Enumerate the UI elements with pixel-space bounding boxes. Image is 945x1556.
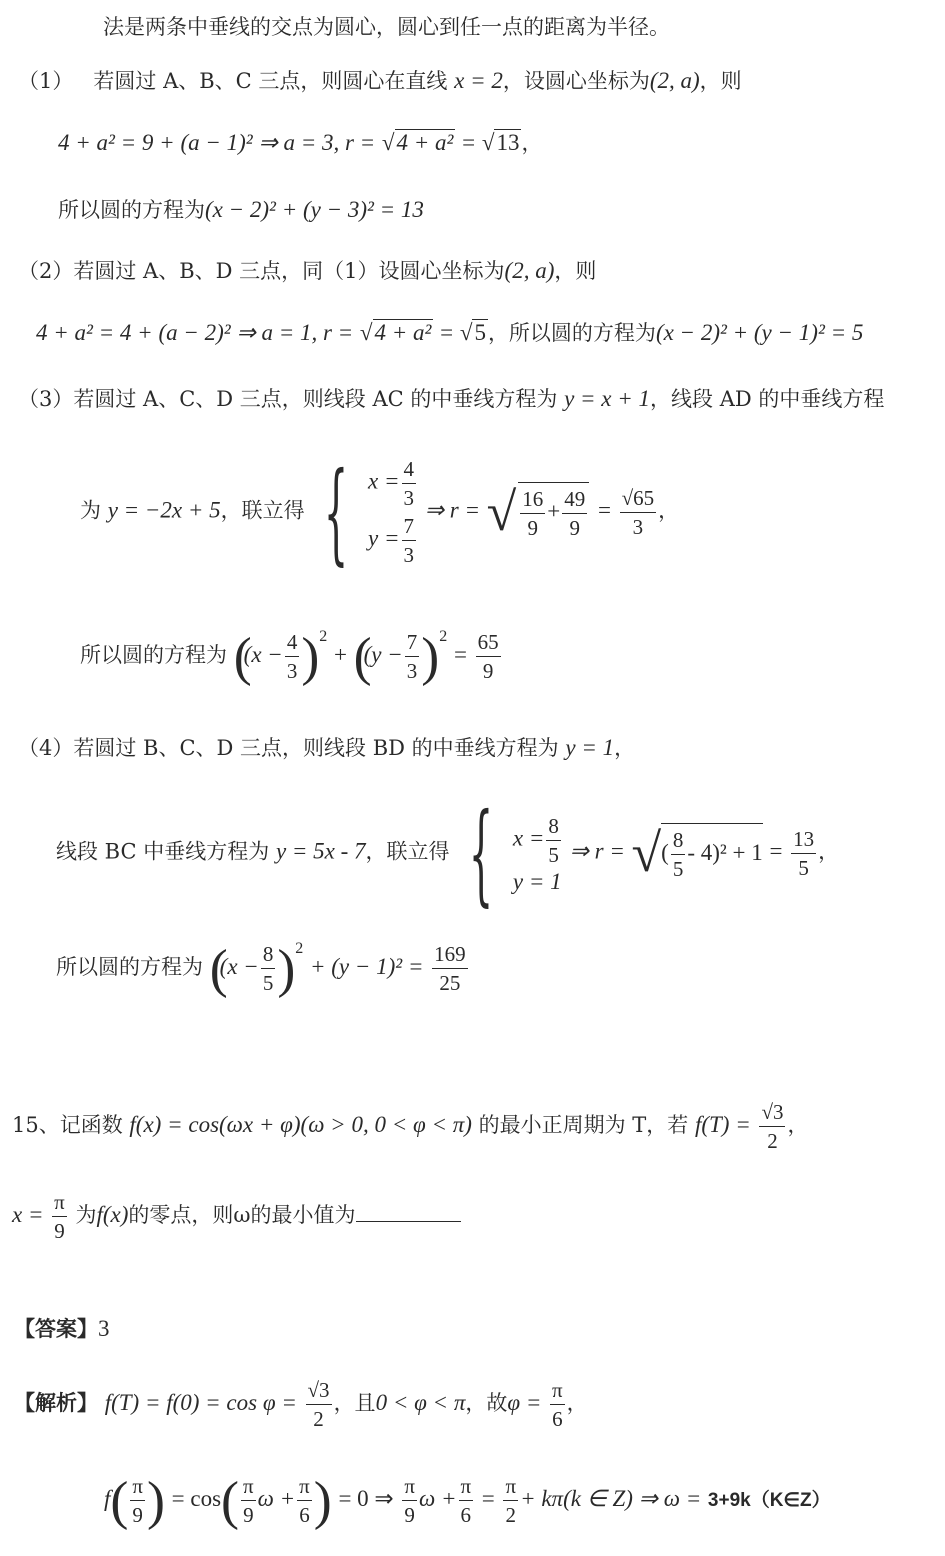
answer-value: 3	[98, 1316, 110, 1341]
analysis-text2: ，故	[465, 1391, 508, 1415]
part3-system	[80, 448, 680, 576]
part2-header	[18, 256, 596, 286]
q15-comma: ，	[787, 1113, 809, 1137]
part4-sqrt-icon: √	[631, 823, 662, 883]
analysis-final: 3+9k（K∈Z）	[707, 1490, 831, 1511]
part1-number: （1）	[18, 69, 74, 93]
q15-answer-blank[interactable]	[356, 1199, 461, 1222]
part2-sqrt1: √4 + a²	[359, 320, 432, 345]
part1-eq-sign: =	[462, 130, 476, 155]
part4-result: 所以圆的方程为 ((x − $\frac{8}{5}$ )$^2$ + (y − 1)² = $\frac{169}{25}$	[56, 938, 466, 999]
answer-line	[14, 1314, 110, 1344]
part2-equation	[36, 318, 863, 348]
part3-implies: ⇒ r =	[424, 497, 480, 523]
analysis-comma: ，	[566, 1391, 588, 1415]
q15-text1: 记函数	[59, 1113, 123, 1137]
part3-result-label: 所以圆的方程为	[80, 643, 227, 667]
part1-sqrt1: √4 + a²	[381, 130, 454, 155]
part1-text2: ，设圆心坐标为	[502, 69, 650, 93]
part3-lianli: ，联立得	[220, 498, 305, 523]
part3-number: （3）	[18, 387, 74, 411]
part4-bc-label: 线段 BC 中垂线方程为	[56, 839, 270, 864]
part3-wei: 为	[80, 498, 101, 523]
part2-sqrt2: √5	[459, 320, 486, 345]
q15-fx: f(x)	[96, 1202, 129, 1227]
part4-comma: ，	[614, 736, 636, 760]
q15-ft: f(T) =	[694, 1112, 751, 1137]
part1-text: 若圆过 A、B、C 三点，则圆心在直线	[93, 69, 448, 93]
part3-text: 若圆过 A、C、D 三点，则线段 AC 的中垂线方程为	[73, 387, 558, 411]
part4-lianli: ，联立得	[365, 839, 450, 864]
q15-text5: 的零点，则ω的最小值为	[128, 1203, 356, 1227]
part2-number: （2）	[18, 259, 74, 283]
part4-text: 若圆过 B、C、D 三点，则线段 BD 的中垂线方程为	[73, 736, 559, 760]
part3-comma: ，	[658, 498, 680, 523]
analysis-root3-frac: $\frac{√3}{2}$	[307, 1378, 330, 1431]
part4-system	[56, 789, 840, 917]
part3-brace-icon: {	[324, 448, 349, 576]
part4-header	[18, 733, 635, 763]
part1-sqrt2: √13	[481, 130, 520, 155]
part3-sqrt-body: $\frac{16}{9}$ + $\frac{49}{9}$	[518, 482, 589, 542]
part1-header	[18, 66, 742, 96]
part2-center: (2, a)	[504, 258, 555, 283]
analysis-f: f	[104, 1486, 111, 1511]
part1-comma: ，	[521, 131, 543, 155]
part4-comma2: ，	[818, 839, 840, 864]
analysis-phi-range: 0 < φ < π	[375, 1390, 466, 1415]
part3-text2: ，线段 AD 的中垂线方程	[650, 387, 885, 411]
part3-result: 所以圆的方程为 ((x − $\frac{4}{3}$ )$^2$ + ((y − $\frac{7}{3}$ )$^2$ = $\frac{65}{9}$	[80, 626, 499, 687]
part2-eq-main: 4 + a² = 4 + (a − 2)² ⇒ a = 1, r =	[36, 320, 354, 345]
analysis-line2: f( $\frac{\pi}{9}$ ) = cos( $\frac{\pi}{9}$ ω + $\frac{\pi}{6}$ ) = 0 ⇒ $\frac{\pi}{9}$ ω + $\frac{\pi}{6}$ = $\frac{\pi}{2}$ + kπ(k ∈ Z) ⇒ ω = 3+9k（K∈Z）	[104, 1470, 831, 1531]
part1-text3: ，则	[699, 69, 742, 93]
q15-text4: 为	[75, 1203, 97, 1227]
q15-function: f(x) = cos(ωx + φ)(ω > 0, 0 < φ < π)	[129, 1112, 472, 1137]
part4-sqrt-body: ( $\frac{8}{5}$ - 4)² + 1	[661, 823, 763, 883]
part3-sqrt-icon: √	[486, 482, 517, 542]
part4-bd-eq: y = 1	[565, 735, 615, 760]
part4-number: （4）	[18, 736, 74, 760]
part1-result	[58, 195, 424, 225]
part4-implies: ⇒ r =	[569, 838, 625, 864]
part1-center: (2, a)	[649, 68, 700, 93]
q15-pi9-frac: $\frac{\pi}{9}$	[54, 1190, 65, 1243]
part4-brace-icon: {	[468, 789, 494, 917]
q15-root3-frac: $\frac{√3}{2}$	[761, 1100, 784, 1153]
part2-result-eq: (x − 2)² + (y − 1)² = 5	[655, 320, 864, 345]
q15-number: 15、	[12, 1113, 60, 1137]
analysis-label: 【解析】	[14, 1390, 98, 1415]
q15-line1	[12, 1098, 808, 1155]
part4-bc-eq: y = 5x - 7	[275, 838, 366, 864]
part1-result-label: 所以圆的方程为	[58, 198, 205, 222]
part1-equation	[58, 128, 542, 158]
part2-text4: ，所以圆的方程为	[487, 321, 656, 345]
part3-radius-frac: $\frac{√65}{3}$	[621, 485, 655, 539]
part2-text3: ，则	[554, 259, 597, 283]
part1-result-eq: (x − 2)² + (y − 3)² = 13	[205, 197, 424, 222]
part3-header	[18, 384, 884, 414]
part3-system-rows: x = $\frac{4}{3}$ y = $\frac{7}{3}$	[368, 457, 415, 567]
part4-eq-sign: =	[769, 838, 783, 864]
analysis-phi-eq: φ =	[507, 1390, 542, 1415]
part4-result-label: 所以圆的方程为	[56, 955, 203, 979]
q15-text2: 的最小正周期为 T，若	[478, 1113, 689, 1137]
part3-ad-eq: y = −2x + 5	[107, 497, 221, 523]
part3-ac-eq: y = x + 1	[564, 386, 651, 411]
q15-line2	[12, 1188, 461, 1245]
part1-line-eq: x = 2	[454, 68, 503, 93]
analysis-cos-eq: f(T) = f(0) = cos φ =	[104, 1390, 297, 1415]
part1-eq-main: 4 + a² = 9 + (a − 1)² ⇒ a = 3, r =	[58, 130, 376, 155]
analysis-pi6-frac: $\frac{\pi}{6}$	[552, 1378, 563, 1431]
intro-line: 法是两条中垂线的交点为圆心，圆心到任一点的距离为半径。	[103, 15, 670, 39]
answer-label: 【答案】	[14, 1316, 98, 1341]
analysis-line1	[14, 1376, 588, 1433]
part4-radius-frac: $\frac{13}{5}$	[793, 826, 815, 880]
part3-eq-sign: =	[597, 497, 611, 523]
analysis-text1: ，且	[333, 1391, 376, 1415]
part2-text: 若圆过 A、B、D 三点，同（1）设圆心坐标为	[73, 259, 505, 283]
q15-x-eq: x =	[12, 1202, 44, 1227]
part4-system-rows: x = $\frac{8}{5}$ y = 1	[512, 813, 562, 894]
part2-eq-sign: =	[440, 320, 454, 345]
